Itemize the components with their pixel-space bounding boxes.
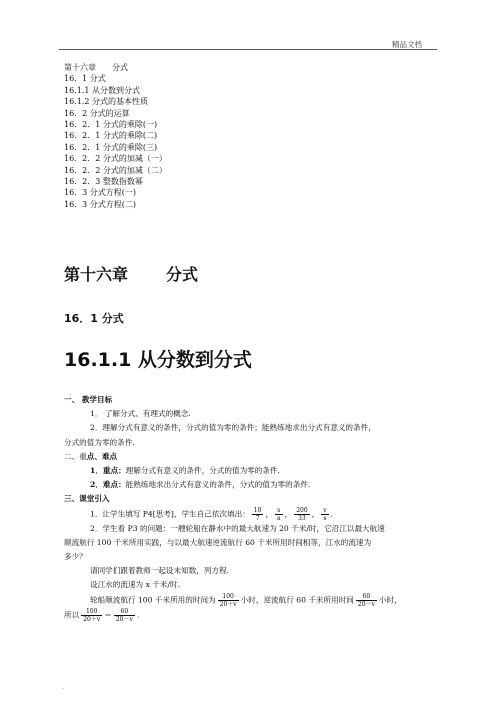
section-heading: 16．1 分式 [64, 312, 124, 325]
subsection-heading: 16.1.1 从分数到分式 [64, 349, 252, 371]
key-points-heading: 二、重点、难点 [64, 451, 118, 461]
footer-mark: . [62, 684, 64, 691]
difficulty-text: 能熟练地求出分式有意义的条件，分式的值为零的条件. [125, 480, 311, 490]
chapter-heading [64, 262, 198, 285]
key-point-text: 理解分式有意义的条件，分式的值为零的条件. [125, 466, 280, 476]
intro-item-5: 轮船顺流航行 100 千米所用的时间为 $\frac{100}{20+v}$ 小时，逆流航行 60 千米所用时间 $\frac{60}{20-v}$ 小时， [90, 592, 402, 608]
fraction: $\frac{200}{33}$ [296, 506, 308, 522]
toc-item[interactable]: 16．3 分式方程(一) [64, 188, 137, 198]
intro-item-1: 1．让学生填写 P4[思考]，学生自己依次填出： $\frac{10}{7}$ ， $\frac{s}{a}$ ， $\frac{200}{33}$ ， $\frac{v}{s}$ . [90, 506, 334, 522]
fraction: $\frac{v}{s}$ [323, 506, 327, 522]
toc-item[interactable]: 16．1 分式 [64, 74, 106, 84]
toc-item[interactable]: 16．2．1 分式的乘除(一) [64, 119, 158, 129]
header-rule [59, 49, 437, 50]
goal-item-1: 1． 了解分式、有理式的概念. [90, 409, 191, 419]
goal-item-2: 2．理解分式有意义的条件，分式的值为零的条件；能熟练地求出分式有意义的条件， [90, 423, 376, 433]
toc-item[interactable]: 16．2．3 整数指数幂 [64, 176, 143, 186]
toc-item[interactable]: 16．2．1 分式的乘除(二) [64, 131, 158, 141]
fraction: $\frac{10}{7}$ [253, 506, 262, 522]
goal-item-2-cont: 分式的值为零的条件. [64, 437, 135, 447]
toc-item[interactable]: 16．3 分式方程(二) [64, 199, 137, 209]
key-point-item [64, 464, 434, 478]
intro-heading: 三、课堂引入 [64, 494, 110, 504]
toc-item[interactable]: 16．2．2 分式的加减（二） [64, 165, 167, 175]
chapter-label: 第十六章 [64, 265, 129, 284]
intro-item-2-cont: 顺流航行 100 千米所用实践，与以最大航速逆流航行 60 千米所用时间相等，江水的流速为 [64, 537, 372, 547]
fraction: $\frac{s}{a}$ [277, 506, 281, 522]
table-of-contents [64, 62, 167, 210]
intro-item-2-end: 多少？ [64, 552, 87, 562]
toc-item[interactable]: 16.1.2 分式的基本性质 [64, 97, 148, 107]
page-header: 精品文档 [392, 40, 422, 49]
fraction: $\frac{60}{20-v}$ [357, 592, 375, 608]
chapter-title: 分式 [166, 265, 199, 284]
toc-item[interactable]: 16.1.1 从分数到分式 [64, 85, 140, 95]
intro-item-3: 请同学们跟着教师一起设未知数，列方程. [90, 566, 230, 576]
difficulty-label: 2．难点： [90, 480, 126, 490]
key-point-label: 1．重点： [90, 466, 126, 476]
lesson-body [64, 393, 434, 623]
difficulty-item [64, 478, 434, 492]
fraction: $\frac{100}{20+v}$ [83, 607, 101, 623]
toc-item[interactable]: 16．2．1 分式的乘除(三) [64, 142, 158, 152]
goal-heading: 一、 教学目标 [64, 395, 113, 404]
toc-item[interactable]: 16．2．2 分式的加减（一） [64, 154, 167, 164]
fraction: $\frac{100}{20+v}$ [219, 592, 237, 608]
equation-line: 所以 $\frac{100}{20+v}$ ＝ $\frac{60}{20-v}$ . [64, 607, 140, 623]
intro-item-2: 2．学生看 P3 的问题：一艘轮船在静水中的最大航速为 20 千米/时，它沿江以最大航速 [90, 523, 385, 533]
fraction: $\frac{60}{20-v}$ [115, 607, 133, 623]
toc-item[interactable]: 16．2 分式的运算 [64, 108, 130, 118]
intro-item-4: 设江水的流速为 x 千米/时. [90, 580, 181, 590]
toc-item[interactable]: 第十六章 分式 [64, 63, 128, 72]
